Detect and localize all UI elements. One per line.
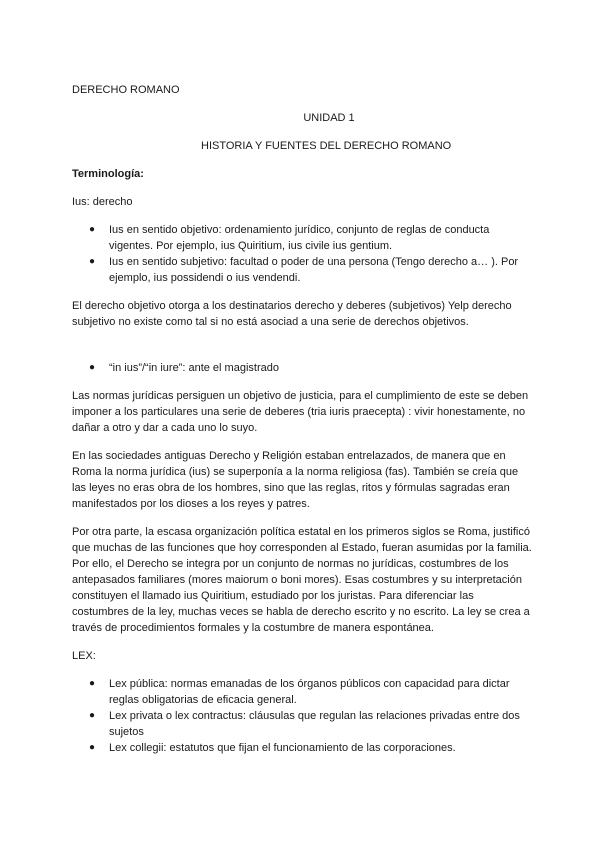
list-item-text: Lex privata o lex contractus: cláusulas que regulan las relaciones privadas entre dos sujetos — [109, 710, 520, 738]
justice-paragraph: Las normas jurídicas persiguen un objetivo de justicia, para el cumplimiento de este se deben imponer a los particulares una serie de deberes (tria iuris praecepta) : vivir honestamente, no dañar a otro y dar a cada uno lo suyo. — [72, 390, 529, 434]
list-item — [89, 254, 532, 286]
list-item-text: “in ius”/“in iure”: ante el magistrado — [109, 362, 279, 374]
spacer — [72, 342, 532, 360]
bullet-icon: ● — [89, 362, 96, 373]
list-item — [89, 360, 532, 376]
document-page — [72, 82, 532, 768]
terminology-list — [72, 222, 532, 286]
unit-subtitle: HISTORIA Y FUENTES DEL DERECHO ROMANO — [201, 140, 452, 152]
objective-rights-paragraph: El derecho objetivo otorga a los destinatarios derecho y deberes (subjetivos) Yelp derecho subjetivo no existe como tal si no está asociad a una serie de derechos objetivos. — [72, 300, 512, 328]
list-item-text: Lex collegii: estatutos que fijan el funcionamiento de las corporaciones. — [109, 742, 456, 754]
list-item-text: Ius en sentido objetivo: ordenamiento jurídico, conjunto de reglas de conducta vigentes. Por ejemplo, ius Quiritium, ius civile ius gentium. — [109, 224, 490, 252]
religion-paragraph: En las sociedades antiguas Derecho y Religión estaban entrelazados, de manera que en Roma la norma jurídica (ius) se superponía a la norma religiosa (fas). También se creía que las leyes no eras obra de los hombres, sino que las reglas, ritos y fórmulas sagradas eran manifestados por los dioses a los reyes y patres. — [72, 450, 519, 510]
list-item — [89, 708, 532, 740]
in-ius-list — [72, 360, 532, 376]
lex-heading: LEX: — [72, 650, 96, 662]
bullet-icon: ● — [89, 678, 96, 689]
customs-paragraph: Por otra parte, la escasa organización política estatal en los primeros siglos se Roma, justificó que muchas de las funciones que hoy corresponden al Estado, fueran asumidas por la familia. Por ello, el Derecho se integra por un conjunto de normas no jurídicas, costumbres de los antepasados familiares (mores maiorum o boni mores). Esas costumbres y su interpretación constituyen el llamado ius Quiritium, estudiado por los juristas. Para diferenciar las costumbres de la ley, muchas veces se habla de derecho escrito y no escrito. La ley se crea a través de procedimientos formales y la costumbre de manera espontánea. — [72, 526, 532, 634]
bullet-icon: ● — [89, 256, 96, 267]
list-item — [89, 676, 532, 708]
list-item-text: Lex pública: normas emanadas de los órganos públicos con capacidad para dictar reglas obligatorias de eficacia general. — [109, 678, 510, 706]
unit-title: UNIDAD 1 — [303, 112, 355, 124]
list-item-text: Ius en sentido subjetivo: facultad o poder de una persona (Tengo derecho a… ). Por ejemplo, ius possidendi o ius vendendi. — [109, 256, 519, 284]
bullet-icon: ● — [89, 224, 96, 235]
list-item — [89, 222, 532, 254]
bullet-icon: ● — [89, 710, 96, 721]
lex-list — [72, 676, 532, 756]
bullet-icon: ● — [89, 742, 96, 753]
course-title: DERECHO ROMANO — [72, 84, 180, 96]
list-item — [89, 740, 532, 756]
terminology-heading: Terminología: — [72, 168, 144, 180]
ius-definition: Ius: derecho — [72, 196, 133, 208]
